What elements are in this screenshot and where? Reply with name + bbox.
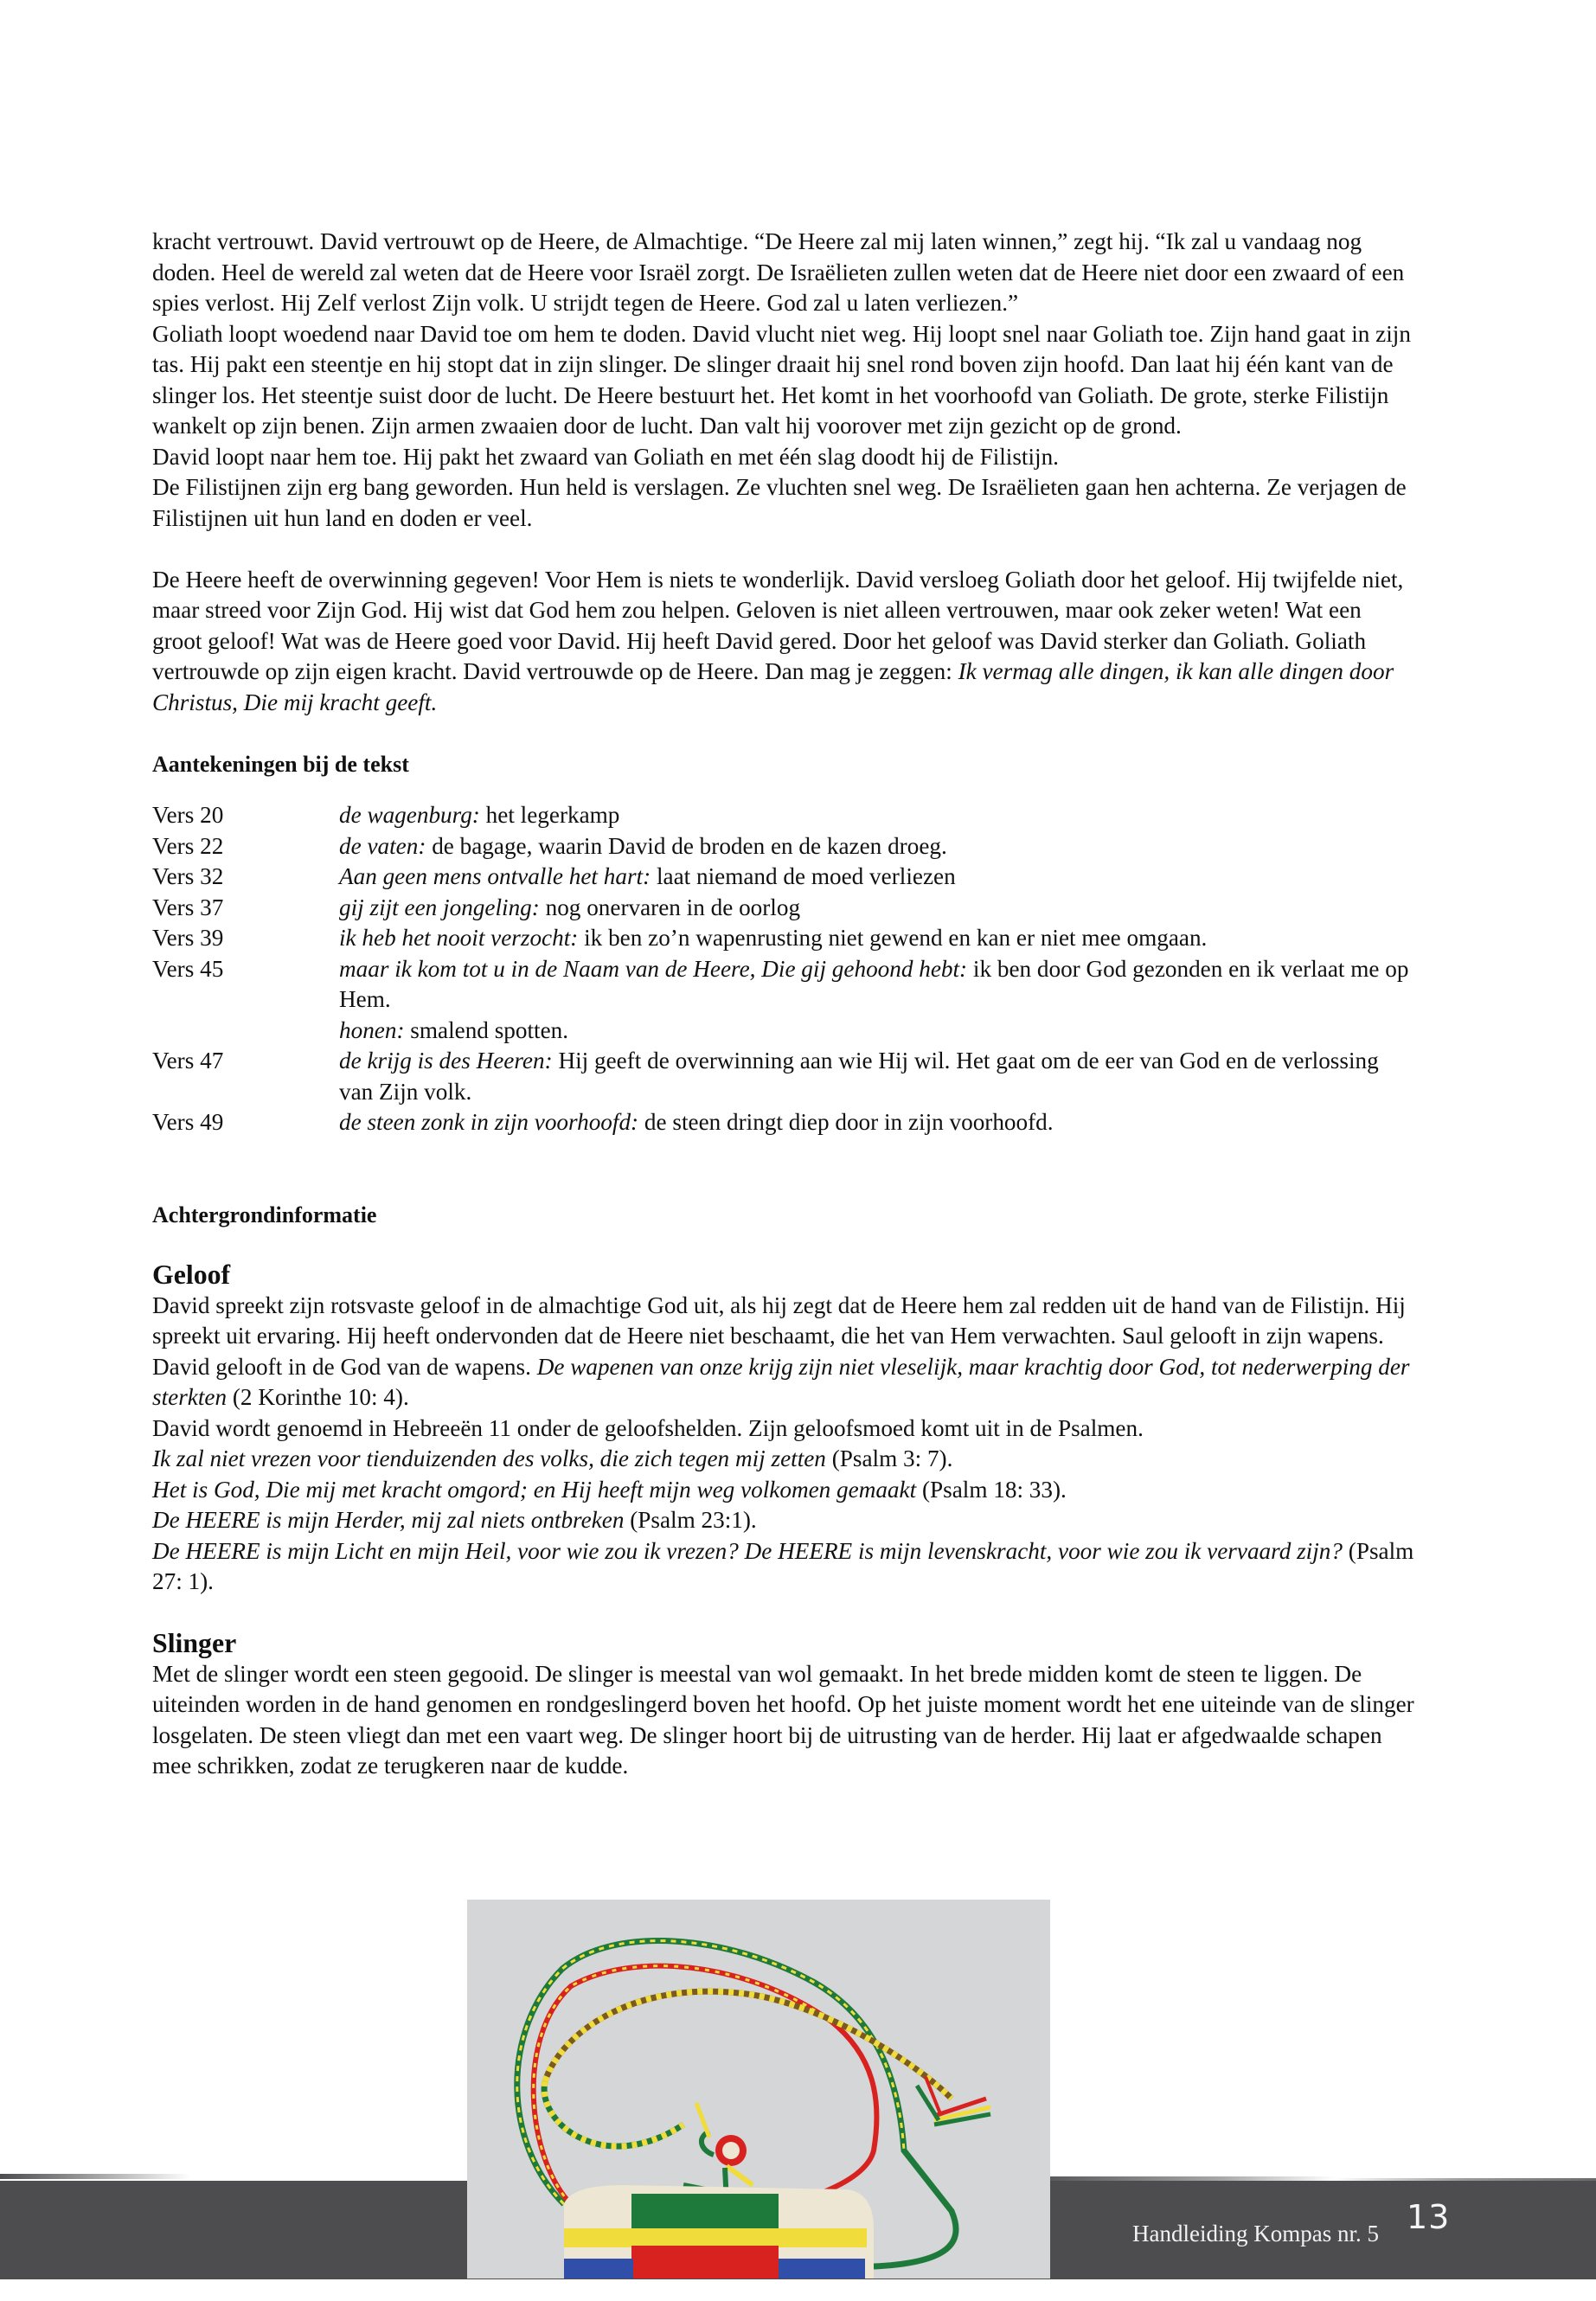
footer-title: Handleiding Kompas nr. 5 <box>1132 2221 1379 2247</box>
notes-section <box>152 749 1415 1138</box>
psalm-quote-text: De HEERE is mijn Licht en mijn Heil, voor wie zou ik vrezen? De HEERE is mijn levenskracht, voor wie zou ik vervaard zijn? <box>152 1537 1343 1564</box>
note-term: de steen zonk in zijn voorhoofd: <box>339 1109 639 1135</box>
notes-heading: Aantekeningen bij de tekst <box>152 751 409 777</box>
psalm-ref: (Psalm 23:1). <box>624 1507 757 1533</box>
note-body <box>339 862 1415 893</box>
note-body <box>339 893 1415 924</box>
note-term: gij zijt een jongeling: <box>339 894 540 920</box>
page-body <box>152 227 1415 1782</box>
note-body <box>339 800 1415 831</box>
note-row <box>152 1016 1415 1047</box>
story-paragraph: kracht vertrouwt. David vertrouwt op de Heere, de Almachtige. “De Heere zal mij laten winnen,” zegt hij. “Ik zal u vandaag nog doden. Heel de wereld zal weten dat de Heere voor Israël zorgt. De Israëlieten zullen weten dat de Heere niet door een zwaard of een spies verlost. Hij Zelf verlost Zijn volk. U strijdt tegen de Heere. God zal u laten verliezen.” <box>152 228 1405 316</box>
psalm-quote-text: De HEERE is mijn Herder, mij zal niets ontbreken <box>152 1507 625 1533</box>
note-body <box>339 1107 1415 1138</box>
note-body <box>339 1046 1415 1107</box>
reflection-paragraph <box>152 565 1415 719</box>
slinger-text: Met de slinger wordt een steen gegooid. De slinger is meestal van wol gemaakt. In het brede midden komt de steen te liggen. De uiteinden worden in de hand genomen en rondgeslingerd boven het hoofd. Op het juiste moment wordt het ene uiteinde van de slinger losgelaten. De steen vliegt dan met een vaart weg. De slinger hoort bij de uitrusting van de herder. Hij laat er afgedwaalde schapen mee schrikken, zodat ze terugkeren naar de kudde. <box>152 1660 1414 1779</box>
note-body <box>339 923 1415 954</box>
note-term: de krijg is des Heeren: <box>339 1048 553 1074</box>
note-explanation: de bagage, waarin David de broden en de kazen droeg. <box>426 832 947 859</box>
psalm-quote <box>152 1536 1415 1598</box>
story-paragraph: De Filistijnen zijn erg bang geworden. Hun held is verslagen. Ze vluchten snel weg. De Israëlieten gaan hen achterna. Ze verjagen de Filistijnen uit hun land en doden er veel. <box>152 474 1407 531</box>
background-heading: Achtergrondinformatie <box>152 1202 377 1227</box>
note-row <box>152 800 1415 831</box>
psalm-ref: (Psalm 18: 33). <box>916 1476 1067 1503</box>
spacer <box>152 779 1415 800</box>
spacer <box>152 1598 1415 1629</box>
reflection-quote: Ik vermag alle dingen, ik kan alle dingen door Christus, Die mij kracht geeft. <box>152 658 1394 715</box>
psalm-quote <box>152 1475 1415 1506</box>
spacer <box>152 1138 1415 1200</box>
psalm-quote <box>152 1505 1415 1536</box>
note-body <box>339 954 1415 1016</box>
psalm-ref: (Psalm 3: 7). <box>825 1445 953 1471</box>
psalm-quote-text: Het is God, Die mij met kracht omgord; en Hij heeft mijn weg volkomen gemaakt <box>152 1476 917 1503</box>
psalm-ref: (Psalm 27: 1). <box>152 1537 1414 1594</box>
sling-pouch <box>564 2185 874 2279</box>
note-verse: Vers 20 <box>152 802 224 828</box>
note-row <box>152 893 1415 924</box>
sling-photo <box>467 1900 1050 2279</box>
note-explanation: ik ben zo’n wapenrusting niet gewend en kan er niet mee omgaan. <box>578 925 1208 951</box>
note-explanation: smalend spotten. <box>404 1016 569 1043</box>
note-verse: Vers 22 <box>152 832 224 859</box>
story-section <box>152 227 1415 718</box>
story-paragraph: David loopt naar hem toe. Hij pakt het zwaard van Goliath en met één slag doodt hij de Filistijn. <box>152 443 1059 470</box>
psalm-quote-text: Ik zal niet vrezen voor tienduizenden des volks, die zich tegen mij zetten <box>152 1445 826 1471</box>
note-row <box>152 862 1415 893</box>
spacer <box>152 1230 1415 1259</box>
geloof-intro <box>152 1291 1415 1413</box>
note-explanation: ik ben door God gezonden en ik verlaat me op Hem. <box>339 955 1409 1012</box>
spacer <box>152 718 1415 749</box>
psalm-quote <box>152 1444 1415 1475</box>
note-term: Aan geen mens ontvalle het hart: <box>339 863 651 889</box>
note-explanation: laat niemand de moed verliezen <box>651 863 956 889</box>
page-number: 13 <box>1407 2198 1451 2236</box>
note-explanation: het legerkamp <box>479 802 620 828</box>
slinger-heading: Slinger <box>152 1628 237 1658</box>
geloof-intro-ref: (2 Korinthe 10: 4). <box>227 1384 409 1410</box>
spacer <box>152 534 1415 565</box>
note-row <box>152 1107 1415 1138</box>
note-verse: Vers 32 <box>152 863 224 889</box>
geloof-hebrews: David wordt genoemd in Hebreeën 11 onder de geloofshelden. Zijn geloofsmoed komt uit in de Psalmen. <box>152 1414 1144 1441</box>
footer-edge-highlight <box>0 2174 190 2179</box>
geloof-intro-quote: De wapenen van onze krijg zijn niet vleselijk, maar krachtig door God, tot nederwerping der sterkten <box>152 1353 1410 1410</box>
geloof-heading: Geloof <box>152 1259 231 1290</box>
story-paragraph: Goliath loopt woedend naar David toe om hem te doden. David vlucht niet weg. Hij loopt snel naar Goliath toe. Zijn hand gaat in zijn tas. Hij pakt een steentje en hij stopt dat in zijn slinger. De slinger draait hij snel rond boven zijn hoofd. Dan laat hij één kant van de slinger los. Het steentje suist door de lucht. De Heere bestuurt het. Het komt in het voorhoofd van Goliath. De grote, sterke Filistijn wankelt op zijn benen. Zijn armen zwaaien door de lucht. Dan valt hij voorover met zijn gezicht op de grond. <box>152 320 1411 439</box>
note-row <box>152 954 1415 1016</box>
note-verse: Vers 49 <box>152 1109 224 1135</box>
note-row <box>152 1046 1415 1107</box>
reflection-text: De Heere heeft de overwinning gegeven! Voor Hem is niets te wonderlijk. David versloeg Goliath door het geloof. Hij twijfelde niet, maar streed voor Zijn God. Hij wist dat God hem zou helpen. Geloven is niet alleen vertrouwen, maar ook zeker weten! Wat een groot geloof! Wat was de Heere goed voor David. Hij heeft David gered. Door het geloof was David sterker dan Goliath. Goliath vertrouwde op zijn eigen kracht. David vertrouwde op de Heere. Dan mag je zeggen: <box>152 566 1404 684</box>
note-term: maar ik kom tot u in de Naam van de Heere, Die gij gehoond hebt: <box>339 955 968 982</box>
note-row <box>152 923 1415 954</box>
sling-illustration <box>467 1900 1050 2279</box>
note-verse: Vers 45 <box>152 955 224 982</box>
background-section <box>152 1200 1415 1782</box>
note-explanation: nog onervaren in de oorlog <box>539 894 801 920</box>
note-body <box>339 831 1415 862</box>
note-body <box>339 1016 1415 1047</box>
note-term: ik heb het nooit verzocht: <box>339 925 579 951</box>
note-verse: Vers 39 <box>152 925 224 951</box>
note-term: de wagenburg: <box>339 802 480 828</box>
geloof-intro-text: David spreekt zijn rotsvaste geloof in de almachtige God uit, als hij zegt dat de Heere hem zal redden uit de hand van de Filistijn. Hij spreekt uit ervaring. Hij heeft ondervonden dat de Heere niet beschaamt, die het van Hem verwachten. Saul gelooft in zijn wapens. David gelooft in de God van de wapens. <box>152 1292 1406 1380</box>
note-row <box>152 831 1415 862</box>
note-verse: Vers 47 <box>152 1048 224 1074</box>
note-explanation: de steen dringt diep door in zijn voorhoofd. <box>638 1109 1054 1135</box>
note-explanation: Hij geeft de overwinning aan wie Hij wil. Het gaat om de eer van God en de verlossing van Zijn volk. <box>339 1048 1379 1105</box>
note-verse: Vers 37 <box>152 894 224 920</box>
notes-list <box>152 800 1415 1138</box>
note-term: de vaten: <box>339 832 426 859</box>
note-term: honen: <box>339 1016 405 1043</box>
